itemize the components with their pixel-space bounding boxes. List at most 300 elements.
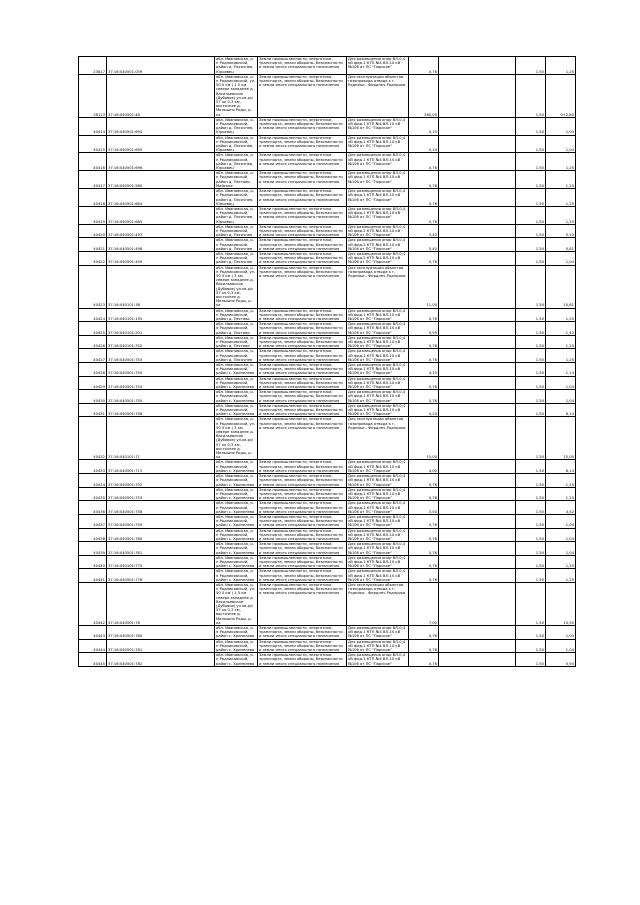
- area-cell: 0,76: [409, 189, 439, 207]
- address-cell: обл. Ивановская, р-н Родниковский, район д. Песочнев, Юрьевец: [215, 206, 258, 224]
- area-cell: 4,20: [409, 403, 439, 417]
- cadastral-number-cell: 37:16:040501:781: [107, 639, 215, 653]
- area-cell: 0,76: [409, 487, 439, 501]
- land-category-cell: Земли промышленности, энергетики, транспорта, земли обороны, безопасности и земли иного специального назначения: [258, 542, 347, 556]
- table-row: [79, 528, 576, 542]
- row-number-cell: 40437: [79, 514, 107, 528]
- address-cell: обл. Ивановская, р-н Родниковский, ул. 50 0 км ( 1,5 км севере западнее д. Васильевское (Дубовое) ул.кв.р/с 57 ко 0,3 км, восточнее д. Малышно Роды, р-ка: [215, 582, 258, 625]
- land-category-cell: Земли промышленности, энергетики, транспорта, земли обороны, безопасности и земли иного специального назначения: [258, 528, 347, 542]
- row-number-cell: 40435: [79, 487, 107, 501]
- rate-cell: 1,50: [516, 74, 546, 117]
- address-cell: обл. Ивановская, р-н Родниковский, район с. Хрипелево: [215, 653, 258, 667]
- rate-cell: 1,50: [516, 153, 546, 171]
- address-cell: обл. Ивановская, р-н Родниковский, район д. Пестово: [215, 308, 258, 322]
- permitted-use-cell: Для размещения опор ВЛ-0,4 кВ фид.1 КТП №4 ВЛ-10 кВ №106 от ПС "Парское": [347, 189, 409, 207]
- cadastral-number-cell: 37:16:040501:039: [107, 57, 215, 75]
- permitted-use-cell: Для размещения опор ВЛ-0,4 кВ фид.1 КТП №4 ВЛ-10 кВ №106 от ПС "Парское": [347, 171, 409, 189]
- empty-cell: [439, 514, 516, 528]
- cadastral-number-cell: 37:16:040501:776: [107, 569, 215, 583]
- cadastral-number-cell: 37:16:040501:761: [107, 542, 215, 556]
- table-row: [79, 206, 576, 224]
- cadastral-number-cell: 37:16:040501:760: [107, 528, 215, 542]
- rate-cell: 1,50: [516, 569, 546, 583]
- cadastral-number-cell: 37:16:040501:752: [107, 474, 215, 488]
- sum-cell: 1,25: [546, 57, 576, 75]
- land-category-cell: Земли промышленности, энергетики, транспорта, земли обороны, безопасности и земли иного специального назначения: [258, 265, 347, 308]
- rate-cell: 1,50: [516, 363, 546, 377]
- cadastral-number-cell: 37:16:040101:38: [107, 265, 215, 308]
- area-cell: 4,10: [409, 363, 439, 377]
- area-cell: 0,10: [409, 135, 439, 153]
- permitted-use-cell: Для эксплуатации объектов газопровода отвода к г. Родники - Фердпеч-Роднрики: [347, 582, 409, 625]
- land-category-cell: Земли промышленности, энергетики, транспорта, земли обороны, безопасности и земли иного специального назначения: [258, 335, 347, 349]
- address-cell: обл. Ивановская, р-н Родниковский, район д. Песочнев: [215, 349, 258, 363]
- sum-cell: 6,14: [546, 403, 576, 417]
- cadastral-number-cell: 37:16:040501:754: [107, 376, 215, 390]
- address-cell: обл. Ивановская, р-н Родниковский, ул. 50 0 км ( 3 км севере западнее д. Васильевское (Дубовое) ул.кв.р/с 57 ко 0,3 км, восточнее д. Малышно Роды, р-ка: [215, 417, 258, 460]
- area-cell: 0,76: [409, 528, 439, 542]
- row-number-cell: 40427: [79, 349, 107, 363]
- address-cell: обл. Ивановская, р-н Родниковский, район д. Песочнев, Юрьевец: [215, 189, 258, 207]
- land-category-cell: Земли промышленности, энергетики, транспорта, земли обороны, безопасности и земли иного специального назначения: [258, 322, 347, 336]
- empty-cell: [439, 206, 516, 224]
- row-number-cell: 40426: [79, 335, 107, 349]
- area-cell: 0,76: [409, 251, 439, 265]
- area-cell: 0,10: [409, 117, 439, 135]
- address-cell: обл. Ивановская, р-н Родниковский, район д. Песочнев: [215, 238, 258, 252]
- area-cell: 3,40: [409, 224, 439, 238]
- land-category-cell: Земли промышленности, энергетики, транспорта, земли обороны, безопасности и земли иного специального назначения: [258, 251, 347, 265]
- permitted-use-cell: Для размещения опор ВЛ-0,4 кВ фид.1 КТП №4 ВЛ-10 кВ №106 от ПС "Парское": [347, 322, 409, 336]
- sum-cell: 1,04: [546, 251, 576, 265]
- table-row: [79, 238, 576, 252]
- empty-cell: [439, 501, 516, 515]
- permitted-use-cell: Для размещения опор ВЛ-0,4 кВ фид.1 КТП №4 ВЛ-10 кВ №106 от ПС "Парское": [347, 626, 409, 640]
- area-cell: 0,76: [409, 639, 439, 653]
- table-row: [79, 460, 576, 474]
- permitted-use-cell: Для размещения опор ВЛ-0,4 кВ фид.1 КТП №4 ВЛ-10 кВ №106 от ПС "Парское": [347, 514, 409, 528]
- row-number-cell: 40441: [79, 569, 107, 583]
- sum-cell: 1,25: [546, 171, 576, 189]
- cadastral-number-cell: 37:16:040101:155: [107, 308, 215, 322]
- sum-cell: 5,10: [546, 224, 576, 238]
- permitted-use-cell: Для размещения опор ВЛ-0,4 кВ фид.1 КТП №4 ВЛ-10 кВ №106 от ПС "Парское": [347, 528, 409, 542]
- rate-cell: 1,50: [516, 206, 546, 224]
- row-number-cell: 40429: [79, 376, 107, 390]
- address-cell: обл. Ивановская, р-н Родниковский, район с. Хрипелево: [215, 376, 258, 390]
- sum-cell: 1,43: [546, 322, 576, 336]
- permitted-use-cell: Для размещения опор ВЛ-0,4 кВ фид.1 КТП №4 ВЛ-10 кВ №106 от ПС "Парское": [347, 57, 409, 75]
- area-cell: 0,76: [409, 474, 439, 488]
- table-row: [79, 117, 576, 135]
- land-category-cell: Земли промышленности, энергетики, транспорта, земли обороны, безопасности и земли иного специального назначения: [258, 57, 347, 75]
- land-category-cell: Земли промышленности, энергетики, транспорта, земли обороны, безопасности и земли иного специального назначения: [258, 474, 347, 488]
- cadastral-number-cell: 37:16:040501:497: [107, 224, 215, 238]
- permitted-use-cell: Для размещения опор ВЛ-0,4 кВ фид.1 КТП №4 ВЛ-10 кВ №106 от ПС "Парское": [347, 403, 409, 417]
- land-category-cell: Земли промышленности, энергетики, транспорта, земли обороны, безопасности и земли иного специального назначения: [258, 189, 347, 207]
- row-number-cell: 40417: [79, 171, 107, 189]
- table-row: [79, 335, 576, 349]
- empty-cell: [439, 542, 516, 556]
- permitted-use-cell: Для размещения опор ВЛ-0,4 кВ фид.1 КТП №4 ВЛ-10 кВ №106 от ПС "Парское": [347, 542, 409, 556]
- row-number-cell: 38113: [79, 74, 107, 117]
- empty-cell: [439, 153, 516, 171]
- table-row: [79, 542, 576, 556]
- address-cell: обл. Ивановская, р-н Родниковский, район с. Хрипелево: [215, 390, 258, 404]
- row-number-cell: 23817: [79, 57, 107, 75]
- cadastral-number-cell: 37:16:040501:782: [107, 653, 215, 667]
- row-number-cell: 40443: [79, 626, 107, 640]
- rate-cell: 1,50: [516, 626, 546, 640]
- table-row: [79, 308, 576, 322]
- permitted-use-cell: Для размещения опор ВЛ-0,4 кВ фид.1 КТП №4 ВЛ-10 кВ №106 от ПС "Парское": [347, 153, 409, 171]
- rate-cell: 1,50: [516, 639, 546, 653]
- land-category-cell: Земли промышленности, энергетики, транспорта, земли обороны, безопасности и земли иного специального назначения: [258, 653, 347, 667]
- permitted-use-cell: Для размещения опор ВЛ-0,4 кВ фид.1 КТП №4 ВЛ-10 кВ №106 от ПС "Парское": [347, 206, 409, 224]
- table-row: [79, 251, 576, 265]
- row-number-cell: 40439: [79, 542, 107, 556]
- cadastral-number-cell: 37:16:040101:752: [107, 335, 215, 349]
- rate-cell: 1,50: [516, 349, 546, 363]
- sum-cell: 1,25: [546, 474, 576, 488]
- row-number-cell: 40422: [79, 251, 107, 265]
- permitted-use-cell: Для размещения опор ВЛ-0,4 кВ фид.1 КТП №4 ВЛ-10 кВ №106 от ПС "Парское": [347, 501, 409, 515]
- address-cell: обл. Ивановская, р-н Родниковский, район с. Хрипелево: [215, 555, 258, 569]
- permitted-use-cell: Для размещения опор ВЛ-0,4 кВ фид.1 КТП №4 ВЛ-10 кВ №106 от ПС "Парское": [347, 555, 409, 569]
- table-row: [79, 403, 576, 417]
- land-category-cell: Земли промышленности, энергетики, транспорта, земли обороны, безопасности и земли иного специального назначения: [258, 171, 347, 189]
- cadastral-number-cell: 37:16:040501:756: [107, 403, 215, 417]
- address-cell: обл. Ивановская, р-н Родниковский, район д. Пестово, Майское: [215, 171, 258, 189]
- permitted-use-cell: Для размещения опор ВЛ-0,4 кВ фид.1 КТП №4 ВЛ-10 кВ №106 от ПС "Парское": [347, 460, 409, 474]
- row-number-cell: 40414: [79, 117, 107, 135]
- rate-cell: 1,50: [516, 238, 546, 252]
- area-cell: 0,76: [409, 335, 439, 349]
- address-cell: обл. Ивановская, р-н Родниковский, район с. Хрипелево: [215, 501, 258, 515]
- empty-cell: [439, 335, 516, 349]
- cadastral-number-cell: 37:16:040501:580: [107, 171, 215, 189]
- land-category-cell: Земли промышленности, энергетики, транспорта, земли обороны, безопасности и земли иного специального назначения: [258, 417, 347, 460]
- rate-cell: 1,50: [516, 322, 546, 336]
- cadastral-number-cell: 37:16:040501:750: [107, 363, 215, 377]
- empty-cell: [439, 74, 516, 117]
- land-category-cell: Земли промышленности, энергетики, транспорта, земли обороны, безопасности и земли иного специального назначения: [258, 74, 347, 117]
- cadastral-number-cell: 37:16:040501:758: [107, 501, 215, 515]
- rate-cell: 1,50: [516, 487, 546, 501]
- row-number-cell: 40418: [79, 189, 107, 207]
- rate-cell: 1,50: [516, 224, 546, 238]
- area-cell: 0,76: [409, 376, 439, 390]
- table-row: [79, 474, 576, 488]
- land-category-cell: Земли промышленности, энергетики, транспорта, земли обороны, безопасности и земли иного специального назначения: [258, 153, 347, 171]
- sum-cell: 1,25: [546, 335, 576, 349]
- row-number-cell: 40442: [79, 582, 107, 625]
- land-category-cell: Земли промышленности, энергетики, транспорта, земли обороны, безопасности и земли иного специального назначения: [258, 376, 347, 390]
- row-number-cell: 40432: [79, 417, 107, 460]
- permitted-use-cell: Для размещения опор ВЛ-0,4 кВ фид.1 КТП №4 ВЛ-10 кВ №106 от ПС "Парское": [347, 117, 409, 135]
- address-cell: обл. Ивановская, р-н Родниковский, район д. Пестово: [215, 335, 258, 349]
- table-row: [79, 569, 576, 583]
- sum-cell: 1,25: [546, 153, 576, 171]
- row-number-cell: 40425: [79, 322, 107, 336]
- address-cell: обл. Ивановская, р-н Родниковский, район с. Хрипелево: [215, 639, 258, 653]
- area-cell: 3,50: [409, 501, 439, 515]
- cadastral-number-cell: 37:16:040501:499: [107, 251, 215, 265]
- sum-cell: 1,25: [546, 569, 576, 583]
- area-cell: 0,76: [409, 206, 439, 224]
- table-row: [79, 390, 576, 404]
- table-row: [79, 376, 576, 390]
- empty-cell: [439, 57, 516, 75]
- area-cell: 0,76: [409, 308, 439, 322]
- cadastral-number-cell: 37:16:040501:695: [107, 135, 215, 153]
- cadastral-number-cell: 37:16:040101:201: [107, 322, 215, 336]
- area-cell: 0,76: [409, 153, 439, 171]
- address-cell: обл. Ивановская, р-н Родниковский, район д. Песочнев, Юрьевец: [215, 117, 258, 135]
- empty-cell: [439, 224, 516, 238]
- rate-cell: 1,50: [516, 265, 546, 308]
- sum-cell: 1,25: [546, 189, 576, 207]
- permitted-use-cell: Для эксплуатации объектов газопровода отвода к г. Родники - Фердпеч-Роднрики: [347, 265, 409, 308]
- cadastral-number-cell: 37:16:040501:780: [107, 626, 215, 640]
- empty-cell: [439, 322, 516, 336]
- table-row: [79, 363, 576, 377]
- area-cell: 0,76: [409, 626, 439, 640]
- area-cell: 0,95: [409, 322, 439, 336]
- cadastral-number-cell: 37:16:040501:498: [107, 238, 215, 252]
- empty-cell: [439, 363, 516, 377]
- empty-cell: [439, 474, 516, 488]
- address-cell: обл. Ивановская, р-н Родниковский, район с. Хрипелево: [215, 474, 258, 488]
- sum-cell: 1,25: [546, 555, 576, 569]
- rate-cell: 1,50: [516, 189, 546, 207]
- cadastral-number-cell: 37:16:040501:755: [107, 390, 215, 404]
- cadastral-number-cell: 37:16:040501:78: [107, 582, 215, 625]
- sum-cell: 1,04: [546, 528, 576, 542]
- land-category-cell: Земли промышленности, энергетики, транспорта, земли обороны, безопасности и земли иного специального назначения: [258, 582, 347, 625]
- address-cell: обл. Ивановская, р-н Родниковский, район д. Пестово: [215, 322, 258, 336]
- area-cell: 260,00: [409, 74, 439, 117]
- sum-cell: 1,04: [546, 514, 576, 528]
- table-row: [79, 189, 576, 207]
- empty-cell: [439, 189, 516, 207]
- sum-cell: 1,25: [546, 206, 576, 224]
- land-category-cell: Земли промышленности, энергетики, транспорта, земли обороны, безопасности и земли иного специального назначения: [258, 135, 347, 153]
- rate-cell: 1,50: [516, 57, 546, 75]
- cadastral-number-cell: 37:16:040501:696: [107, 153, 215, 171]
- land-category-cell: Земли промышленности, энергетики, транспорта, земли обороны, безопасности и земли иного специального назначения: [258, 501, 347, 515]
- address-cell: обл. Ивановская, р-н Родниковский, район с. Хрипелево: [215, 528, 258, 542]
- sum-cell: 1,25: [546, 487, 576, 501]
- table-row: [79, 224, 576, 238]
- table-row: [79, 487, 576, 501]
- table-row: [79, 514, 576, 528]
- empty-cell: [439, 403, 516, 417]
- area-cell: 11,00: [409, 265, 439, 308]
- row-number-cell: 40434: [79, 474, 107, 488]
- area-cell: 0,76: [409, 555, 439, 569]
- sum-cell: 1,04: [546, 390, 576, 404]
- row-number-cell: 40420: [79, 224, 107, 238]
- empty-cell: [439, 639, 516, 653]
- row-number-cell: 40444: [79, 639, 107, 653]
- row-number-cell: 40415: [79, 135, 107, 153]
- rate-cell: 1,50: [516, 335, 546, 349]
- land-category-cell: Земли промышленности, энергетики, транспорта, земли обороны, безопасности и земли иного специального назначения: [258, 487, 347, 501]
- sum-cell: 1,04: [546, 376, 576, 390]
- row-number-cell: 40433: [79, 460, 107, 474]
- area-cell: 4,00: [409, 460, 439, 474]
- row-number-cell: 40438: [79, 528, 107, 542]
- empty-cell: [439, 417, 516, 460]
- cadastral-number-cell: 37:16:040501:753: [107, 349, 215, 363]
- empty-cell: [439, 171, 516, 189]
- address-cell: обл. Ивановская, р-н Родниковский, район с. Хрипелево: [215, 403, 258, 417]
- rate-cell: 1,50: [516, 308, 546, 322]
- rate-cell: 1,50: [516, 528, 546, 542]
- land-category-cell: Земли промышленности, энергетики, транспорта, земли обороны, безопасности и земли иного специального назначения: [258, 514, 347, 528]
- rate-cell: 1,50: [516, 251, 546, 265]
- land-category-cell: Земли промышленности, энергетики, транспорта, земли обороны, безопасности и земли иного специального назначения: [258, 569, 347, 583]
- empty-cell: [439, 117, 516, 135]
- land-plots-table: [78, 56, 576, 667]
- land-plots-sheet: [78, 56, 575, 667]
- land-category-cell: Земли промышленности, энергетики, транспорта, земли обороны, безопасности и земли иного специального назначения: [258, 639, 347, 653]
- rate-cell: 1,50: [516, 117, 546, 135]
- cadastral-number-cell: 37:16:040501:694: [107, 117, 215, 135]
- row-number-cell: 40421: [79, 238, 107, 252]
- table-row: [79, 349, 576, 363]
- rate-cell: 1,50: [516, 514, 546, 528]
- rate-cell: 1,50: [516, 135, 546, 153]
- land-category-cell: Земли промышленности, энергетики, транспорта, земли обороны, безопасности и земли иного специального назначения: [258, 460, 347, 474]
- row-number-cell: 40440: [79, 555, 107, 569]
- table-row: [79, 57, 576, 75]
- empty-cell: [439, 390, 516, 404]
- rate-cell: 1,50: [516, 376, 546, 390]
- land-category-cell: Земли промышленности, энергетики, транспорта, земли обороны, безопасности и земли иного специального назначения: [258, 390, 347, 404]
- address-cell: обл. Ивановская, р-н Родниковский, ул. 50 0 км ( 1,5 км севере западнее д. Васильевское (Дубовое) ул.кв.р/с 57 ко 0,3 км, восточнее д. Малышно Роды, р-ка: [215, 74, 258, 117]
- empty-cell: [439, 349, 516, 363]
- cadastral-number-cell: 37:16:040501:48: [107, 74, 215, 117]
- land-category-cell: Земли промышленности, энергетики, транспорта, земли обороны, безопасности и земли иного специального назначения: [258, 403, 347, 417]
- address-cell: обл. Ивановская, р-н Родниковский, район с. Хрипелево: [215, 626, 258, 640]
- empty-cell: [439, 653, 516, 667]
- permitted-use-cell: Для размещения опор ВЛ-0,4 кВ фид.2 КТП №4 ВЛ-10 кВ №106 от ПС "Парское": [347, 238, 409, 252]
- empty-cell: [439, 460, 516, 474]
- land-category-cell: Земли промышленности, энергетики, транспорта, земли обороны, безопасности и земли иного специального назначения: [258, 363, 347, 377]
- sum-cell: 1,25: [546, 308, 576, 322]
- land-category-cell: Земли промышленности, энергетики, транспорта, земли обороны, безопасности и земли иного специального назначения: [258, 224, 347, 238]
- address-cell: обл. Ивановская, р-н Родниковский, район с. Хрипелево: [215, 569, 258, 583]
- empty-cell: [439, 555, 516, 569]
- area-cell: 0,76: [409, 57, 439, 75]
- cadastral-number-cell: 37:16:040101:71: [107, 417, 215, 460]
- table-row: [79, 639, 576, 653]
- permitted-use-cell: Для размещения опор ВЛ-0,4 кВ фид.1 КТП №4 ВЛ-10 кВ №106 от ПС "Парское": [347, 335, 409, 349]
- land-category-cell: Земли промышленности, энергетики, транспорта, земли обороны, безопасности и земли иного специального назначения: [258, 626, 347, 640]
- sum-cell: 1,04: [546, 639, 576, 653]
- sum-cell: 15,00: [546, 417, 576, 460]
- permitted-use-cell: Для размещения опор ВЛ-0,4 кВ фид.1 КТП №4 ВЛ-10 кВ №106 от ПС "Парское": [347, 639, 409, 653]
- table-row: [79, 322, 576, 336]
- permitted-use-cell: Для эксплуатации объектов газопровода отвода к г. Родники - Фердпеч-Роднрики: [347, 74, 409, 117]
- area-cell: 5,40: [409, 238, 439, 252]
- row-number-cell: 40436: [79, 501, 107, 515]
- area-cell: 0,76: [409, 542, 439, 556]
- cadastral-number-cell: 37:16:040501:685: [107, 206, 215, 224]
- sum-cell: 10,50: [546, 582, 576, 625]
- address-cell: обл. Ивановская, р-н Родниковский, район с. Хрипелево: [215, 542, 258, 556]
- row-number-cell: 40424: [79, 308, 107, 322]
- rate-cell: 1,50: [516, 403, 546, 417]
- permitted-use-cell: Для размещения опор ВЛ-0,4 кВ фид.1 КТП №4 ВЛ-10 кВ №106 от ПС "Парское": [347, 376, 409, 390]
- table-row: [79, 265, 576, 308]
- empty-cell: [439, 251, 516, 265]
- empty-cell: [439, 626, 516, 640]
- row-number-cell: 40431: [79, 403, 107, 417]
- rate-cell: 1,50: [516, 474, 546, 488]
- address-cell: обл. Ивановская, р-н Родниковский, район д. Песочнев, Юрьевец: [215, 153, 258, 171]
- land-category-cell: Земли промышленности, энергетики, транспорта, земли обороны, безопасности и земли иного специального назначения: [258, 117, 347, 135]
- sum-cell: 9+2,80: [546, 74, 576, 117]
- empty-cell: [439, 308, 516, 322]
- land-category-cell: Земли промышленности, энергетики, транспорта, земли обороны, безопасности и земли иного специального назначения: [258, 206, 347, 224]
- permitted-use-cell: Для эксплуатации объектов газопровода отвода к г. Родники - Фердпеч-Роднрики: [347, 417, 409, 460]
- address-cell: обл. Ивановская, р-н Родниковский, ул. 50 0 км ( 3 км севере западнее д. Васильевское (Дубовое) ул.кв.р/с 57 ко 0,3 км, восточнее д. Малышно Роды, р-ка: [215, 265, 258, 308]
- sum-cell: 1,04: [546, 626, 576, 640]
- address-cell: обл. Ивановская, р-н Родниковский, район с. Хрипелево: [215, 514, 258, 528]
- empty-cell: [439, 528, 516, 542]
- permitted-use-cell: Для размещения опор ВЛ-0,4 кВ фид.2 КТП №4 ВЛ-10 кВ №106 от ПС "Парское": [347, 224, 409, 238]
- empty-cell: [439, 135, 516, 153]
- permitted-use-cell: Для размещения опор ВЛ-0,4 кВ фид.1 КТП №4 ВЛ-10 кВ №106 от ПС "Парское": [347, 363, 409, 377]
- table-row: [79, 417, 576, 460]
- sum-cell: 1,04: [546, 117, 576, 135]
- sum-cell: 6,14: [546, 460, 576, 474]
- table-row: [79, 74, 576, 117]
- rate-cell: 1,50: [516, 390, 546, 404]
- sum-cell: 10,81: [546, 265, 576, 308]
- empty-cell: [439, 569, 516, 583]
- address-cell: обл. Ивановская, р-н Родниковский, район д. Песочнев, Юрьевец: [215, 57, 258, 75]
- cadastral-number-cell: 37:16:040501:753: [107, 487, 215, 501]
- land-category-cell: Земли промышленности, энергетики, транспорта, земли обороны, безопасности и земли иного специального назначения: [258, 238, 347, 252]
- sum-cell: 0,94: [546, 653, 576, 667]
- empty-cell: [439, 238, 516, 252]
- area-cell: 0,76: [409, 514, 439, 528]
- permitted-use-cell: Для размещения опор ВЛ-0,4 кВ фид.1 КТП №4 ВЛ-10 кВ №106 от ПС "Парское": [347, 349, 409, 363]
- row-number-cell: 40430: [79, 390, 107, 404]
- table-row: [79, 501, 576, 515]
- sum-cell: 0,81: [546, 238, 576, 252]
- sum-cell: 1,25: [546, 349, 576, 363]
- empty-cell: [439, 487, 516, 501]
- land-category-cell: Земли промышленности, энергетики, транспорта, земли обороны, безопасности и земли иного специального назначения: [258, 555, 347, 569]
- cadastral-number-cell: 37:16:040501:713: [107, 460, 215, 474]
- area-cell: 0,76: [409, 349, 439, 363]
- permitted-use-cell: Для размещения опор ВЛ-0,4 кВ фид.1 КТП №4 ВЛ-10 кВ №106 от ПС "Парское": [347, 308, 409, 322]
- address-cell: обл. Ивановская, р-н Родниковский, район с. Хрипелево: [215, 487, 258, 501]
- area-cell: 0,76: [409, 569, 439, 583]
- row-number-cell: 40423: [79, 265, 107, 308]
- rate-cell: 1,50: [516, 501, 546, 515]
- area-cell: 0,76: [409, 171, 439, 189]
- rate-cell: 1,50: [516, 582, 546, 625]
- area-cell: 15,00: [409, 417, 439, 460]
- permitted-use-cell: Для размещения опор ВЛ-0,4 кВ фид.1 КТП №4 ВЛ-10 кВ №106 от ПС "Парское": [347, 390, 409, 404]
- address-cell: обл. Ивановская, р-н Родниковский, район д. Песочнев, Юрьевец: [215, 135, 258, 153]
